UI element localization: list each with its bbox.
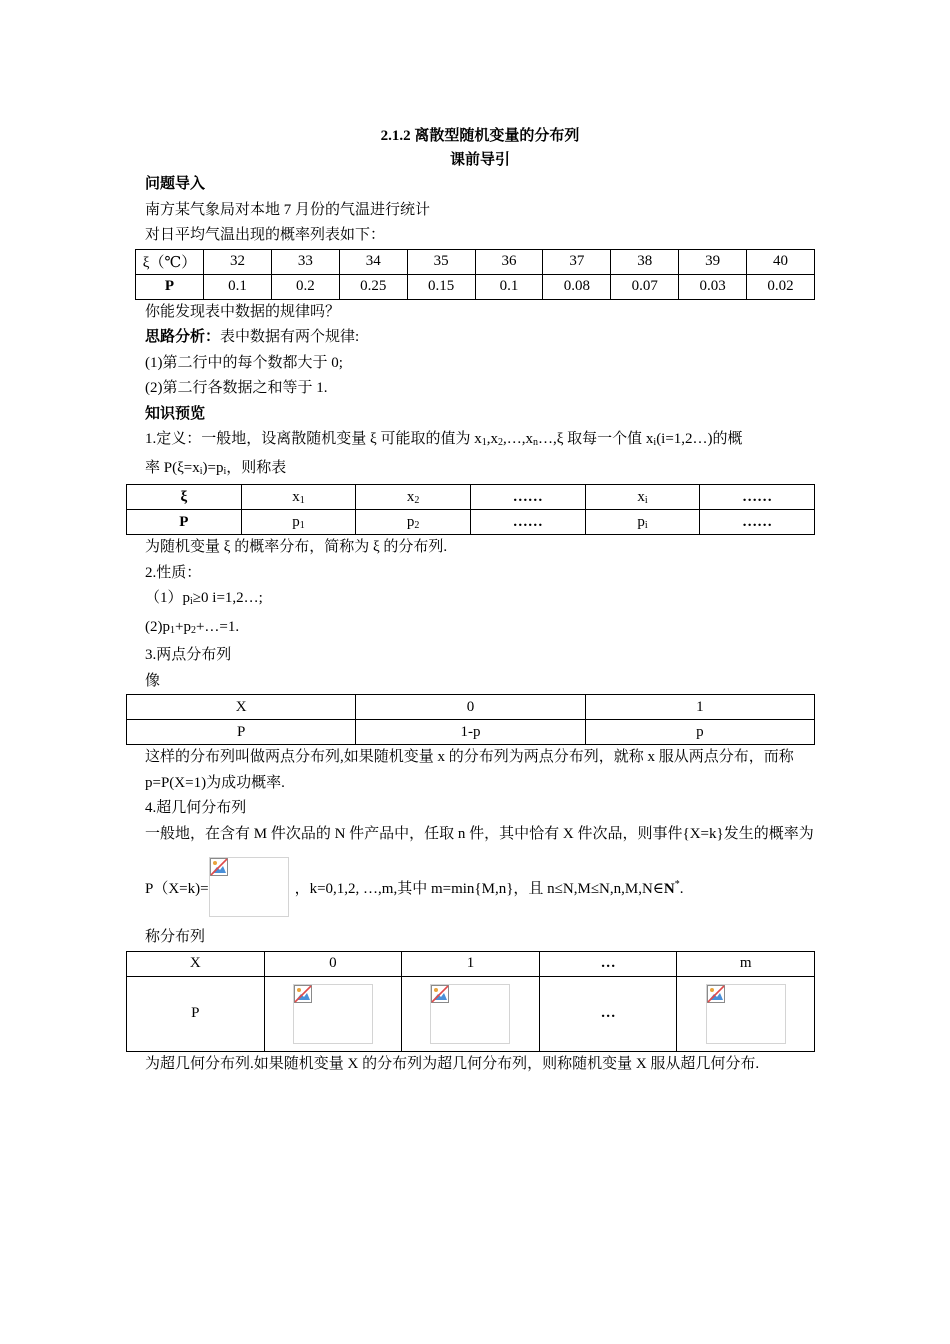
table-cell: …… [470,485,585,510]
analysis-label: 思路分析： [145,329,221,345]
rule-2: (2)第二行各数据之和等于 1. [145,380,328,396]
table-cell: 0 [264,951,402,976]
broken-image-icon [430,984,510,1044]
table-cell: 32 [204,249,272,274]
document-title: 2.1.2 离散型随机变量的分布列 [380,128,580,144]
table-cell: 34 [339,249,407,274]
table-cell: 0.02 [747,274,815,299]
table-cell: 39 [679,249,747,274]
table-cell: 33 [271,249,339,274]
general-distribution-table [126,484,815,535]
document-page [142,124,815,1077]
called-table-text: 称分布列 [145,929,206,945]
hypergeometric-description: 一般地，在含有 M 件次品的 N 件产品中，任取 n 件，其中恰有 X 件次品，则事件{X=k}发生的概率为 [145,825,814,842]
definition-after: 为随机变量 ξ 的概率分布，简称为 ξ 的分布列. [145,539,448,555]
table-header-cell: X [127,951,265,976]
table-cell: $x_i$ [585,485,700,510]
table-row [136,274,815,299]
table-cell: 38 [611,249,679,274]
hypergeometric-title: 4.超几何分布列 [145,800,247,816]
table-cell: 0.15 [407,274,475,299]
table-cell: 1-p [356,720,585,745]
table-cell: 36 [475,249,543,274]
section-heading-preview: 知识预览 [145,405,206,422]
table-row [127,695,815,720]
table-cell: $x_1$ [241,485,356,510]
table-cell: 40 [747,249,815,274]
intro-line-1: 南方某气象局对本地 7 月份的气温进行统计 [145,201,431,218]
table-cell: … [539,951,677,976]
property-1: $(1)p_i\ge 0$ i=1,2…; [145,590,263,607]
table-cell: p [585,720,814,745]
broken-image-icon [706,984,786,1044]
document-subtitle: 课前导引 [449,152,510,168]
hypergeometric-after: 为超几何分布列.如果随机变量 X 的分布列为超几何分布列，则称随机变量 X 服从超几何分布. [145,1055,760,1072]
table-cell: $p_i$ [585,510,700,535]
formula-left: P（X=k)= [145,880,209,897]
property-title: 2.性质： [145,564,202,581]
table-cell: … [539,976,677,1051]
table-header-cell: P [127,510,242,535]
intro-line-2: 对日平均气温出现的概率列表如下： [145,227,386,243]
broken-image-icon [293,984,373,1044]
table-cell [677,976,815,1051]
table-cell: 37 [543,249,611,274]
hypergeometric-formula [145,857,815,917]
temperature-probability-table [135,249,815,300]
table-row [127,485,815,510]
table-header-cell: ξ（℃） [136,249,204,274]
table-cell: 0.07 [611,274,679,299]
table-row [127,976,815,1051]
table-cell: 0.25 [339,274,407,299]
table-row [127,720,815,745]
table-cell: 35 [407,249,475,274]
table-cell [264,976,402,1051]
rule-1: (1)第二行中的每个数都大于 0; [145,354,343,371]
table-cell: $p_2$ [356,510,471,535]
table-cell: 0.2 [271,274,339,299]
table-cell: …… [470,510,585,535]
table-cell: $p_1$ [241,510,356,535]
definition-line-2: 率 $P(\xi=x_i)=p_i$，则称表 [145,459,287,477]
table-header-cell: P [127,720,356,745]
analysis-text: 表中数据有两个规律: [220,329,360,345]
two-point-title: 3.两点分布列 [145,647,232,663]
table-cell: …… [700,485,815,510]
question-text: 你能发现表中数据的规律吗？ [145,303,341,320]
table-cell: 0.1 [475,274,543,299]
hypergeometric-distribution-table [126,951,815,1052]
table-cell: …… [700,510,815,535]
table-row [127,951,815,976]
broken-image-icon [209,857,289,917]
two-point-description: 这样的分布列叫做两点分布列,如果随机变量 x 的分布列为两点分布列，就称 x 服从两点分布，而称 p=P(X=1)为成功概率. [145,749,794,791]
table-header-cell: P [127,976,265,1051]
table-header-cell: X [127,695,356,720]
two-point-distribution-table [126,694,815,745]
table-cell: $x_2$ [356,485,471,510]
table-row [136,249,815,274]
two-point-like: 像 [145,672,161,689]
table-header-cell: P [136,274,204,299]
section-heading-intro: 问题导入 [145,176,206,192]
formula-right: ，k=0,1,2, …,m,其中 m=min{M,n}，且 n≤N,M≤N,n,M,N∈N*. [294,878,684,897]
table-row [127,510,815,535]
table-header-cell: ξ [127,485,242,510]
analysis-line [145,325,815,351]
property-2: $(2)p_1+p_2+\dots=1$. [145,618,240,636]
table-cell: 1 [585,695,814,720]
table-cell: 0 [356,695,585,720]
table-cell: 0.03 [679,274,747,299]
table-cell [402,976,540,1051]
table-cell: 0.1 [204,274,272,299]
table-cell: 1 [402,951,540,976]
table-cell: m [677,951,815,976]
definition-line-1: 1.定义：一般地，设离散随机变量 ξ 可能取的值为 $x_1,x_2,\dots,x_n\dots,\xi$ 取每一个值 $x_i(i=1,2\dots)$的概 [145,431,743,448]
table-cell: 0.08 [543,274,611,299]
